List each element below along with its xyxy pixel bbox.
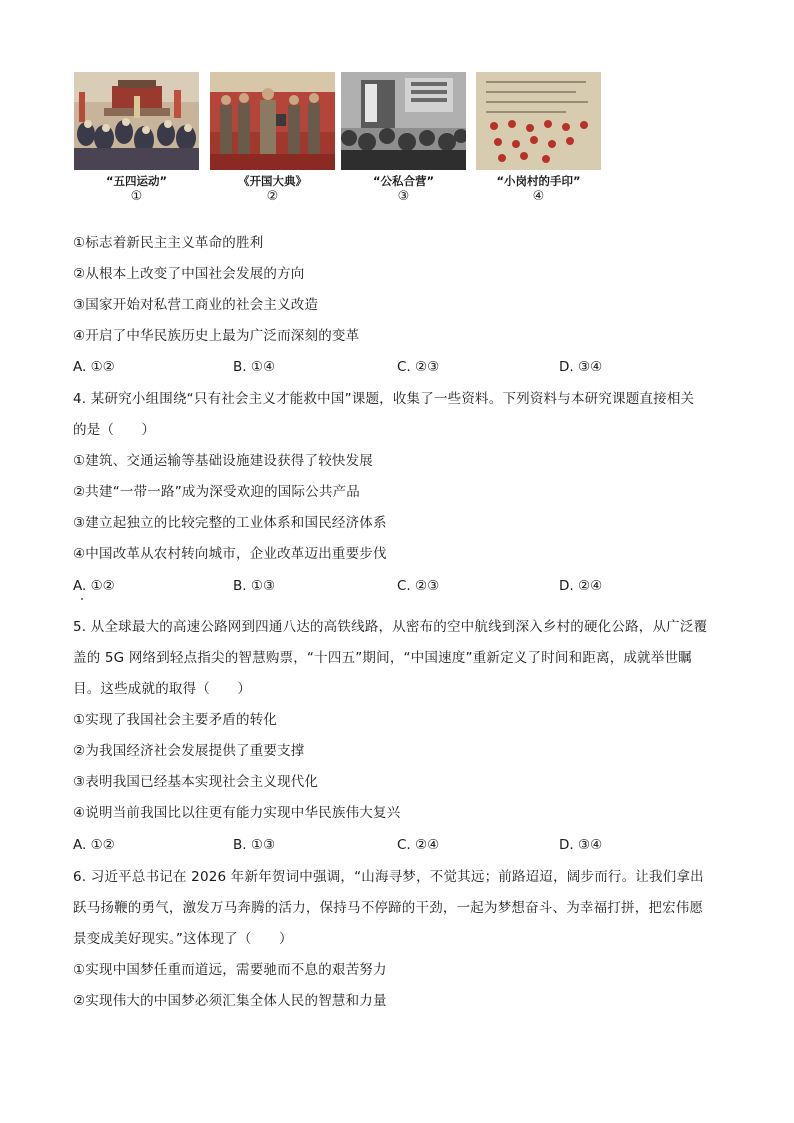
q5-options [73, 836, 633, 854]
figure-public-private [341, 72, 466, 205]
q3-statement-1: ①标志着新民主主义革命的胜利 [73, 235, 264, 251]
q4-options [73, 577, 633, 595]
figure-number: ④ [532, 189, 545, 204]
q4-stem-line-1: 4. 某研究小组围绕“只有社会主义才能救中国”课题，收集了一些资料。下列资料与本研究课题直接相关 [73, 391, 695, 407]
q4-statement-4: ④中国改革从农村转向城市，企业改革迈出重要步伐 [73, 546, 387, 562]
q4-option-c[interactable]: C. ②③ [397, 578, 440, 594]
q5-statement-2: ②为我国经济社会发展提供了重要支撑 [73, 743, 305, 759]
figure-number: ② [266, 189, 279, 204]
q4-stem-line-2: 的是（ ） [73, 422, 156, 438]
q4-statement-1: ①建筑、交通运输等基础设施建设获得了较快发展 [73, 453, 374, 469]
q6-statement-1: ①实现中国梦任重而道远，需要驰而不息的艰苦努力 [73, 962, 387, 978]
q3-statement-4: ④开启了中华民族历史上最为广泛而深刻的变革 [73, 328, 360, 344]
q6-statement-2: ②实现伟大的中国梦必须汇集全体人民的智慧和力量 [73, 993, 387, 1009]
stray-dot [81, 598, 83, 600]
q4-option-a[interactable]: A. ①② [73, 578, 115, 594]
q4-statement-2: ②共建“一带一路”成为深受欢迎的国际公共产品 [73, 484, 360, 500]
figure-may-fourth [74, 72, 199, 205]
q6-stem-line-3: 景变成美好现实。”这体现了（ ） [73, 931, 293, 947]
q3-option-b[interactable]: B. ①④ [233, 359, 276, 375]
q6-stem-line-1: 6. 习近平总书记在 2026 年新年贺词中强调，“山海寻梦，不觉其远；前路迢迢，阔步而行。让我们拿出 [73, 869, 704, 885]
figure-number: ① [130, 189, 143, 204]
xiaogang-handprint-document-image [476, 72, 601, 170]
public-private-photo-image [341, 72, 466, 170]
founding-ceremony-painting-image [210, 72, 335, 170]
q5-stem-line-3: 目。这些成就的取得（ ） [73, 681, 252, 697]
figure-xiaogang-handprint [476, 72, 601, 205]
q5-statement-3: ③表明我国已经基本实现社会主义现代化 [73, 774, 319, 790]
q5-statement-4: ④说明当前我国比以往更有能力实现中华民族伟大复兴 [73, 805, 401, 821]
q3-statement-3: ③国家开始对私营工商业的社会主义改造 [73, 297, 319, 313]
q4-statement-3: ③建立起独立的比较完整的工业体系和国民经济体系 [73, 515, 387, 531]
q5-option-d[interactable]: D. ③④ [559, 837, 603, 853]
q3-option-d[interactable]: D. ③④ [559, 359, 603, 375]
figure-number: ③ [397, 189, 410, 204]
q5-stem-line-2: 盖的 5G 网络到轻点指尖的智慧购票，“十四五”期间，“中国速度”重新定义了时间和距离，成就举世瞩 [73, 650, 692, 666]
figure-caption: 《开国大典》 [238, 174, 307, 188]
figure-caption: “小岗村的手印” [496, 174, 581, 188]
figure-caption: “五四运动” [105, 174, 168, 188]
q5-stem-line-1: 5. 从全球最大的高速公路网到四通八达的高铁线路，从密布的空中航线到深入乡村的硬化公路，从广泛覆 [73, 619, 708, 635]
q3-statement-2: ②从根本上改变了中国社会发展的方向 [73, 266, 305, 282]
figure-strip [74, 72, 604, 212]
figure-founding-ceremony [210, 72, 335, 205]
q4-option-b[interactable]: B. ①③ [233, 578, 276, 594]
q5-option-c[interactable]: C. ②④ [397, 837, 440, 853]
may-fourth-painting-image [74, 72, 199, 170]
figure-caption: “公私合营” [372, 174, 435, 188]
q5-statement-1: ①实现了我国社会主要矛盾的转化 [73, 712, 278, 728]
q6-stem-line-2: 跃马扬鞭的勇气，激发万马奔腾的活力，保持马不停蹄的干劲，一起为梦想奋斗、为幸福打拼，把宏伟愿 [73, 900, 704, 916]
q4-option-d[interactable]: D. ②④ [559, 578, 603, 594]
q5-option-b[interactable]: B. ①③ [233, 837, 276, 853]
q3-options [73, 358, 633, 376]
q5-option-a[interactable]: A. ①② [73, 837, 115, 853]
q3-option-a[interactable]: A. ①② [73, 359, 115, 375]
q3-option-c[interactable]: C. ②③ [397, 359, 440, 375]
